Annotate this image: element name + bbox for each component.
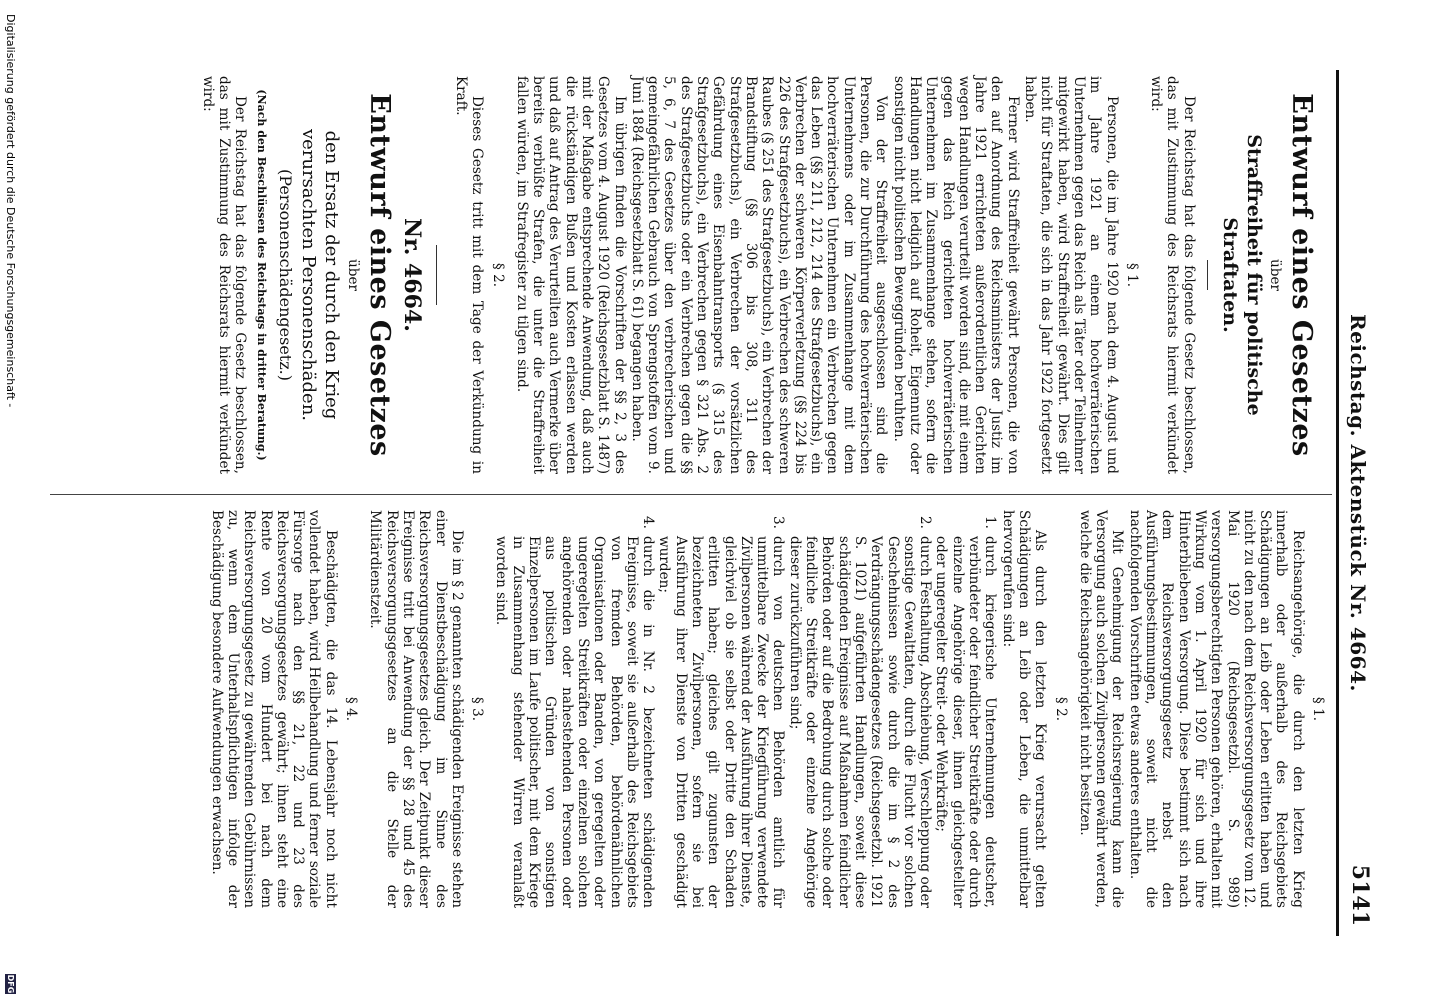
draft1-section1-label: § 1. <box>1123 262 1140 288</box>
draft1-section1-para-c: Von der Straffreiheit ausgeschlossen sind die Personen, die zur Durchführung des hochverräterischen Unternehmens oder im Zusammenhange mit dem hochverräterischen Unternehmen ein Verbrechen gegen das Leben (§§ 211, 212, 214 des Strafgesetzbuchs), ein Verbrechen der schweren Körperverletzung (§§ 224 bis 226 des Strafgesetzbuchs), ein Verbrechen des schweren Raubes (§ 251 des Strafgesetzbuchs), ein Verbrechen der Brandstiftung (§§ 306 bis 308, 311 des Strafgesetzbuchs), ein Verbrechen der vorsätzlichen Gefährdung eines Eisenbahntransports (§ 315 des Strafgesetzbuchs), ein Verbrechen gegen § 321 Abs. 2 des Strafgesetzbuchs oder ein Verbrechen gegen die §§ 5, 6, 7 des Gesetzes über den verbrecherischen und gemeingefährlichen Gebrauch von Sprengstoffen vom 9. Juni 1884 (Reichsgesetzblatt S. 61) begangen haben. <box>628 76 890 474</box>
list-item-text: durch Festhaltung, Abschiebung, Verschleppung oder sonstige Gewalttaten, durch die Flucht vor solchen Geschehnissen sowie durch die im § 2 des Verdrängungsschädengesetzes (Reichsgesetzbl. 1921 S. 1021) aufgeführten Handlungen, soweit diese schädigenden Ereignisse auf Maßnahmen feindlicher Behörden oder auf die Bedrohung durch solche oder feindliche Streitkräfte oder einzelne Angehörige dieser zurückzuführen sind; <box>786 536 934 908</box>
divider <box>436 245 437 305</box>
list-item-text: durch von deutschen Behörden amtlich für unmittelbare Zwecke der Kriegführung verwendete Zivilpersonen während der Ausführung ihrer Dienste, gleichviel ob sie selbst oder Dritte den Schaden erlitten haben; gleiches gilt zugunsten der bezeichneten Zivilpersonen, sofern sie bei Ausführung ihrer Dienste von Dritten geschädigt wurden; <box>656 536 787 908</box>
draft1-section1-para-b: Ferner wird Straffreiheit gewährt Personen, die von den auf Anordnung des Reichsministers der Justiz im Jahre 1921 errichteten außerordentlichen Gerichten wegen Handlungen verurteilt worden sind, die mit einem gegen das Reich gerichteten hochverräterischen Unternehmen im Zusammenhange stehen, sofern die Handlungen nicht lediglich auf Roheit, Eigennutz oder sonstigen nicht politischen Beweggründen beruhten. <box>890 76 1021 474</box>
draft1-intro: Der Reichstag hat das folgende Gesetz beschlossen, das mit Zustimmung des Reichsrats hiermit verkündet wird: <box>1148 76 1197 474</box>
digitization-credit <box>0 0 20 1000</box>
draft1-section1-para-d: Im übrigen finden die Vorschriften der §§ 2, 3 des Gesetzes vom 4. August 1920 (Reichsgesetzblatt S. 1487) mit der Maßgabe entsprechende Anwendung, daß auch die rückständigen Bußen und Kosten erlassen werden und daß auf Antrag des Verurteilten auch Vermerke über bereits verbüßte Strafen, die unter die Straffreiheit fallen würden, im Strafregister zu tilgen sind. <box>513 76 628 474</box>
section1-label: § 1. <box>1310 696 1326 722</box>
divider <box>1207 260 1208 290</box>
list-item <box>493 510 656 908</box>
page-number: 5141 <box>1347 864 1373 926</box>
draft2-ueber: über <box>344 259 361 291</box>
draft2-heading: Entwurf eines Gesetzes <box>363 93 395 457</box>
list-item <box>656 510 786 908</box>
list-item-text: durch die in Nr. 2 bezeichneten schädigenden Ereignisse, soweit sie außerhalb des Reichsgebiets von fremden Behörden, behördenähnlichen Organisationen oder Banden, von geregelten oder ungeregelten Streitkräften oder einzelnen solchen angehörenden oder nahestehenden Personen oder aus politischen Gründen von sonstigen Einzelpersonen im Laufe politischer, mit dem Kriege in Zusammenhang stehender Wirren veranlaßt worden sind. <box>493 536 657 908</box>
list-item-number: 2. <box>917 516 934 529</box>
draft1-ueber: über <box>1267 259 1283 291</box>
header-rule <box>1336 70 1339 936</box>
draft1-subject: Straffreiheit für politische Straftaten. <box>1218 134 1265 416</box>
draft2-short-title: (Personenschädengesetz.) <box>276 169 296 381</box>
section1-para-a: Reichsangehörige, die durch den letzten Krieg innerhalb oder außerhalb des Reichsgebiets Schädigungen an Leib oder Leben erlitten haben und nicht zu den nach dem Reichsversorgungsgesetz vom 12. Mai 1920 (Reichsgesetzbl. S. 989) versorgungsberechtigten Personen gehören, erhalten mit Wirkung vom 1. April 1920 für sich und ihre Hinterbliebenen Versorgung. Diese bestimmt sich nach dem Reichsversorgungsgesetz nebst den Ausführungsbestimmungen, soweit nicht die nachfolgenden Vorschriften etwas anderes enthalten. <box>1126 510 1306 908</box>
running-title: Reichstag. Aktenstück Nr. 4664. <box>1346 314 1370 692</box>
list-item-text: durch kriegerische Unternehmungen deutscher, verbündeter oder feindlicher Streitkräfte oder durch einzelne Angehörige dieser, ihnen gleichgestellter oder ungeregelter Streit- oder Wehrkräfte; <box>933 536 999 908</box>
section1-para-b: Mit Genehmigung der Reichsregierung kann die Versorgung auch solchen Zivilpersonen gewährt werden, welche die Reichsangehörigkeit nicht besitzen. <box>1076 510 1126 908</box>
draft2-intro: Der Reichstag hat das folgende Gesetz beschlossen, das mit Zustimmung des Reichsrats hiermit verkündet wird: <box>199 76 249 474</box>
right-column <box>207 510 1326 908</box>
list-item <box>933 510 998 908</box>
credit-text: Digitalisierung gefördert durch die Deutsche Forschungsgemeinschaft - <box>4 14 17 408</box>
document-number: Nr. 4664. <box>398 218 425 332</box>
list-item <box>787 510 934 908</box>
section3-label: § 3. <box>469 696 486 722</box>
list-item-number: 4. <box>640 516 657 529</box>
page-header <box>1336 70 1376 936</box>
draft1-section1-para-a: Personen, die im Jahre 1920 nach dem 4. August und im Jahre 1921 an einem hochverräterischen Unternehmen gegen das Reich als Täter oder Teilnehmer mitgewirkt haben, wird Straffreiheit gewährt. Dies gilt nicht für Straftaten, die sich in das Jahr 1922 fortgesetzt haben. <box>1022 76 1120 474</box>
left-column <box>198 76 1326 474</box>
column-divider <box>50 494 1332 495</box>
draft2-note: (Nach den Beschlüssen des Reichstags in dritter Beratung.) <box>255 89 269 461</box>
list-item-number: 3. <box>770 516 787 529</box>
section2-intro: Als durch den letzten Krieg verursacht gelten Schädigungen an Leib oder Leben, die unmittelbar hervorgerufen sind: <box>999 510 1049 908</box>
list-item-number: 1. <box>982 516 999 529</box>
draft2-subject: den Ersatz der durch den Krieg verursachten Personenschäden. <box>298 128 343 422</box>
dfg-logo: DFG <box>6 974 15 994</box>
section2-label: § 2. <box>1052 696 1069 722</box>
draft1-section2-text: Dieses Gesetz tritt mit dem Tage der Verkündung in Kraft. <box>452 76 486 474</box>
draft1-heading: Entwurf eines Gesetzes <box>1286 93 1317 457</box>
section3-text: Die im § 2 genannten schädigenden Ereignisse stehen einer Dienstbeschädigung im Sinne des Reichsversorgungsgesetzes gleich. Der Zeitpunkt dieser Ereignisse tritt bei Anwendung der §§ 28 und 45 des Reichsversorgungsgesetzes an die Stelle der Militärdienstzeit. <box>367 510 465 908</box>
draft1-section2-label: § 2. <box>489 262 506 288</box>
section4-text: Beschädigten, die das 14. Lebensjahr noch nicht vollendet haben, wird Heilbehandlung und ferner soziale Fürsorge nach den §§ 21, 22 und 23 des Reichsversorgungsgesetzes gewährt; ihnen steht eine Rente von 20 vom Hundert bei nach dem Reichsversorgungsgesetz zu gewährenden Gebührnissen zu, wenn dem Unterhaltspflichtigen infolge der Beschädigung besondere Aufwendungen erwachsen. <box>208 510 339 908</box>
section4-label: § 4. <box>343 696 360 722</box>
